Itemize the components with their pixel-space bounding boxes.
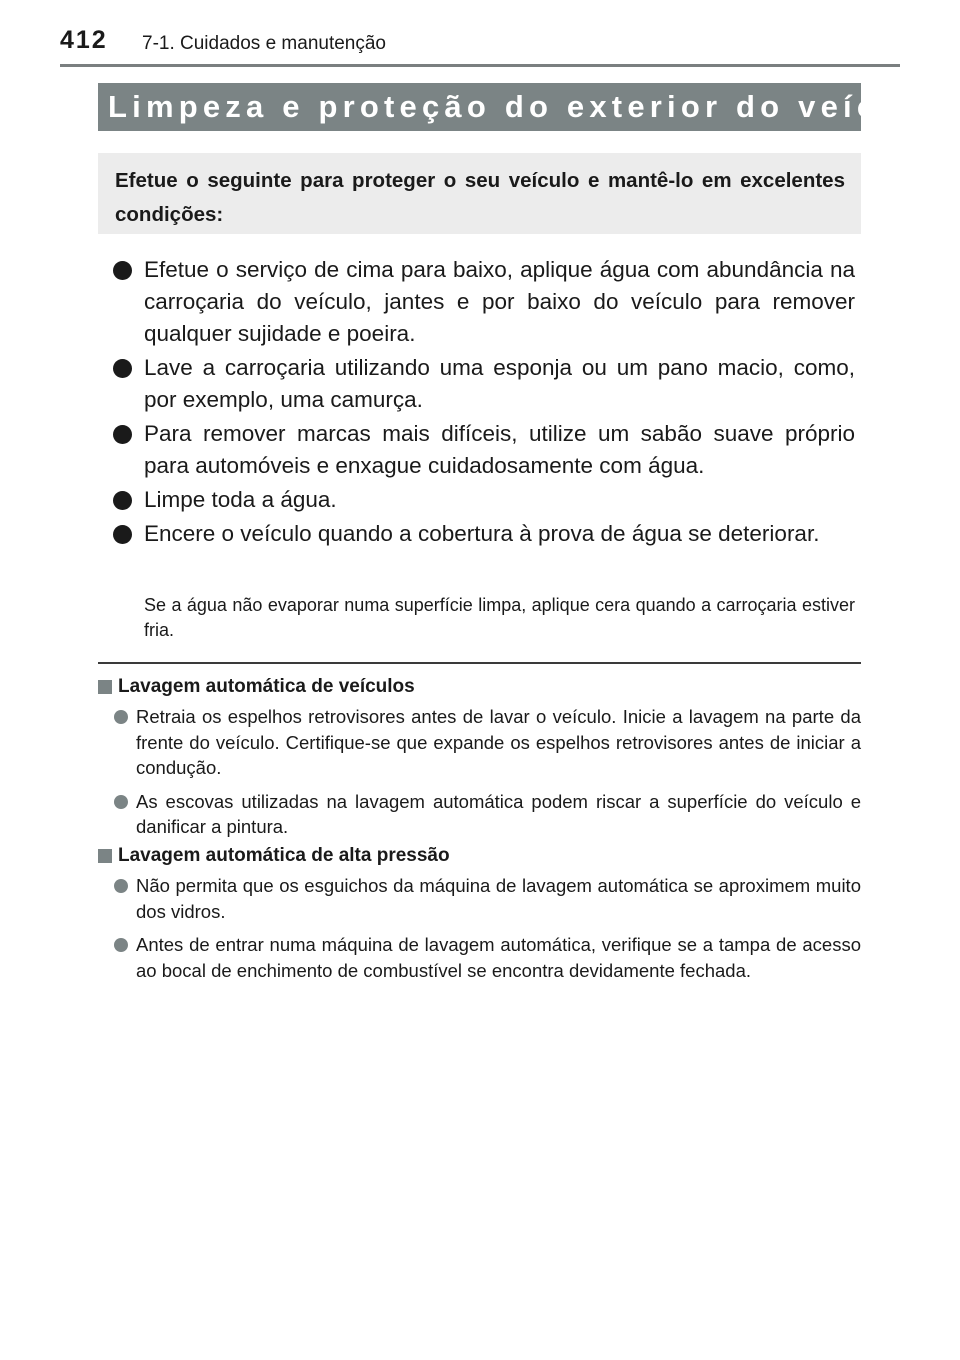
list-item-text: Para remover marcas mais difíceis, utilize um sabão suave próprio para automóveis e enxague cuidadosamente com água. (144, 421, 855, 478)
list-item-text: Encere o veículo quando a cobertura à prova de água se deteriorar. (144, 521, 820, 546)
page-title: Limpeza e proteção do exterior do veículo (98, 83, 861, 131)
list-item-text: Efetue o serviço de cima para baixo, aplique água com abundância na carroçaria do veículo, jantes e por baixo do veículo para remover qualquer sujidade e poeira. (144, 257, 855, 346)
section-heading (98, 673, 861, 701)
list-item (113, 418, 855, 482)
list-item (98, 932, 861, 983)
square-bullet-icon (98, 680, 112, 694)
square-bullet-icon (98, 849, 112, 863)
list-item (113, 352, 855, 416)
header-rule (60, 64, 900, 67)
bullet-icon (113, 425, 132, 444)
note-text: Se a água não evaporar numa superfície limpa, aplique cera quando a carroçaria estiver fria. (144, 595, 855, 640)
page-number: 412 (60, 26, 108, 54)
bullet-icon (113, 525, 132, 544)
list-item-text: Retraia os espelhos retrovisores antes de lavar o veículo. Inicie a lavagem na parte da frente do veículo. Certifique-se que expande os espelhos retrovisores antes de iniciar a condução. (136, 706, 861, 778)
bullet-icon (114, 879, 128, 893)
section-heading-text: Lavagem automática de veículos (118, 676, 415, 697)
list-item-text: Não permita que os esguichos da máquina de lavagem automática se aproximem muito dos vidros. (136, 875, 861, 922)
bullet-icon (114, 710, 128, 724)
list-item (113, 518, 855, 550)
list-item-text: Lave a carroçaria utilizando uma esponja ou um pano macio, como, por exemplo, uma camurça. (144, 355, 855, 412)
list-item-text: Limpe toda a água. (144, 487, 337, 512)
section-heading (98, 842, 861, 870)
page-header (60, 24, 900, 64)
section-item-list (98, 704, 861, 840)
bullet-icon (113, 261, 132, 280)
section-heading-text: Lavagem automática de alta pressão (118, 845, 450, 866)
bullet-icon (114, 795, 128, 809)
section-reference: 7-1. Cuidados e manutenção (142, 33, 386, 54)
section-divider (98, 662, 861, 664)
section-automatic-wash (98, 673, 861, 848)
list-item (113, 254, 855, 350)
section-item-list (98, 873, 861, 983)
bullet-icon (113, 491, 132, 510)
bullet-icon (113, 359, 132, 378)
intro-box: Efetue o seguinte para proteger o seu veículo e mantê-lo em excelentes condições: (98, 153, 861, 234)
list-item (98, 704, 861, 781)
main-instruction-list (113, 254, 855, 550)
bullet-icon (114, 938, 128, 952)
list-item (98, 873, 861, 924)
list-item (98, 789, 861, 840)
list-item-text: As escovas utilizadas na lavagem automática podem riscar a superfície do veículo e danificar a pintura. (136, 790, 861, 837)
section-high-pressure-wash (98, 842, 861, 991)
list-item (113, 484, 855, 516)
list-item-text: Antes de entrar numa máquina de lavagem automática, verifique se a tampa de acesso ao bocal de enchimento de combustível se encontra devidamente fechada. (136, 934, 861, 981)
